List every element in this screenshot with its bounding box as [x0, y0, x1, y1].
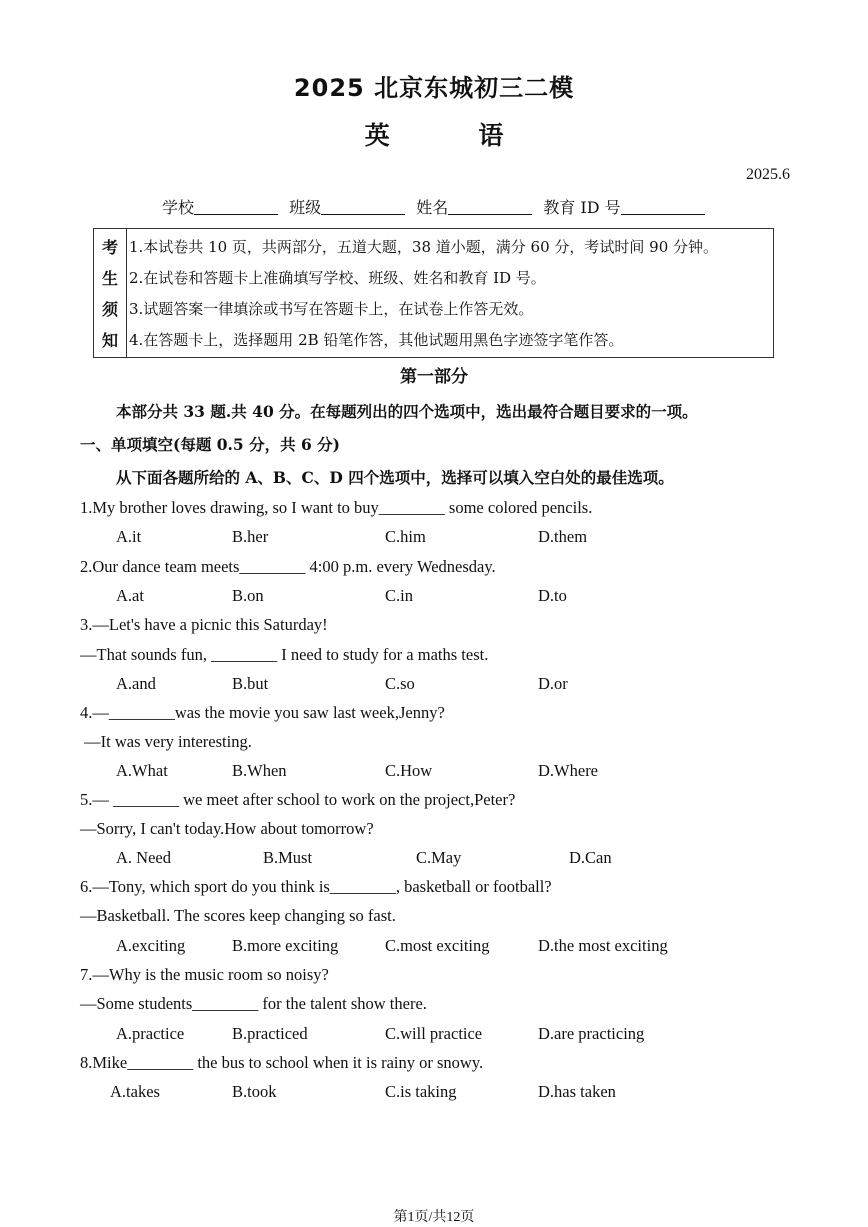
- student-info-line: [162, 195, 711, 218]
- question-1-option-d: D.them: [538, 527, 588, 546]
- question-3-reply: —That sounds fun, ________ I need to study for a maths test.: [80, 645, 489, 664]
- id-blank[interactable]: [621, 198, 705, 215]
- section-one-instruction: 从下面各题所给的 A、B、C、D 四个选项中，选择可以填入空白处的最佳选项。: [116, 468, 674, 487]
- question-2-option-b: B.on: [232, 586, 264, 605]
- question-3-stem: 3.—Let's have a picnic this Saturday!: [80, 615, 328, 634]
- question-1-option-c: C.him: [385, 527, 426, 546]
- notice-side-char: 生: [101, 269, 118, 288]
- notice-item: 4.在答题卡上，选择题用 2B 铅笔作答，其他试题用黑色字迹签字笔作答。: [129, 331, 624, 349]
- question-6-option-c: C.most exciting: [385, 936, 490, 955]
- question-4-option-b: B.When: [232, 761, 287, 780]
- question-4-stem: 4.—________was the movie you saw last week,Jenny?: [80, 703, 445, 722]
- class-blank[interactable]: [321, 198, 405, 215]
- question-6-reply: —Basketball. The scores keep changing so fast.: [80, 906, 396, 925]
- question-2-option-c: C.in: [385, 586, 413, 605]
- notice-side-label: [94, 229, 127, 357]
- question-5-reply: —Sorry, I can't today.How about tomorrow?: [80, 819, 374, 838]
- info-school-label: 学校: [162, 198, 195, 217]
- notice-items: [127, 229, 773, 357]
- question-6-option-a: A.exciting: [116, 936, 186, 955]
- question-7-option-b: B.practiced: [232, 1024, 308, 1043]
- question-1-stem: 1.My brother loves drawing, so I want to buy________ some colored pencils.: [80, 498, 593, 517]
- name-blank[interactable]: [448, 198, 532, 215]
- question-2-stem: 2.Our dance team meets________ 4:00 p.m. every Wednesday.: [80, 557, 496, 576]
- question-7-option-a: A.practice: [116, 1024, 185, 1043]
- question-5-option-c: C.May: [416, 848, 462, 867]
- part-one-title: 第一部分: [400, 367, 468, 387]
- question-8-option-c: C.is taking: [385, 1082, 457, 1101]
- subject-title: 英 语: [364, 121, 544, 150]
- school-blank[interactable]: [194, 198, 278, 215]
- question-8-option-a: A.takes: [110, 1082, 160, 1101]
- question-1-option-b: B.her: [232, 527, 269, 546]
- question-8-stem: 8.Mike________ the bus to school when it is rainy or snowy.: [80, 1053, 484, 1072]
- page-number: 第1页/共12页: [393, 1210, 475, 1225]
- info-id-label: 教育 ID 号: [543, 198, 621, 217]
- info-name-label: 姓名: [416, 198, 449, 217]
- question-5-stem: 5.— ________ we meet after school to work on the project,Peter?: [80, 790, 516, 809]
- question-6-stem: 6.—Tony, which sport do you think is________, basketball or football?: [80, 877, 552, 896]
- question-6-option-b: B.more exciting: [232, 936, 339, 955]
- question-6-option-d: D.the most exciting: [538, 936, 668, 955]
- question-4-option-a: A.What: [116, 761, 168, 780]
- notice-side-char: 知: [101, 331, 118, 350]
- exam-date: 2025.6: [746, 166, 790, 183]
- candidate-notice-box: [93, 228, 774, 358]
- notice-item: 3.试题答案一律填涂或书写在答题卡上，在试卷上作答无效。: [129, 300, 534, 318]
- question-1-option-a: A.it: [116, 527, 142, 546]
- question-7-stem: 7.—Why is the music room so noisy?: [80, 965, 329, 984]
- question-4-option-c: C.How: [385, 761, 433, 780]
- part-one-description: 本部分共 33 题.共 40 分。在每题列出的四个选项中，选出最符合题目要求的一项。: [116, 402, 698, 421]
- question-4-reply: —It was very interesting.: [80, 732, 252, 751]
- section-one-title: 一、单项填空(每题 0.5 分，共 6 分): [80, 435, 341, 454]
- info-class-label: 班级: [289, 198, 322, 217]
- question-3-option-d: D.or: [538, 674, 568, 693]
- question-2-option-a: A.at: [116, 586, 144, 605]
- notice-side-char: 须: [101, 300, 118, 319]
- exam-title: 2025 北京东城初三二模: [293, 74, 575, 102]
- question-7-option-d: D.are practicing: [538, 1024, 645, 1043]
- question-2-option-d: D.to: [538, 586, 567, 605]
- question-7-reply: —Some students________ for the talent show there.: [80, 994, 427, 1013]
- question-3-option-c: C.so: [385, 674, 415, 693]
- question-3-option-b: B.but: [232, 674, 269, 693]
- notice-item: 1.本试卷共 10 页，共两部分，五道大题，38 道小题，满分 60 分，考试时间 90 分钟。: [129, 238, 719, 256]
- question-8-option-d: D.has taken: [538, 1082, 616, 1101]
- question-5-option-d: D.Can: [569, 848, 612, 867]
- question-4-option-d: D.Where: [538, 761, 599, 780]
- question-5-option-b: B.Must: [263, 848, 313, 867]
- question-3-option-a: A.and: [116, 674, 156, 693]
- question-7-option-c: C.will practice: [385, 1024, 483, 1043]
- notice-item: 2.在试卷和答题卡上准确填写学校、班级、姓名和教育 ID 号。: [129, 269, 546, 287]
- question-5-option-a: A. Need: [116, 848, 171, 867]
- notice-side-char: 考: [101, 238, 118, 257]
- question-8-option-b: B.took: [232, 1082, 277, 1101]
